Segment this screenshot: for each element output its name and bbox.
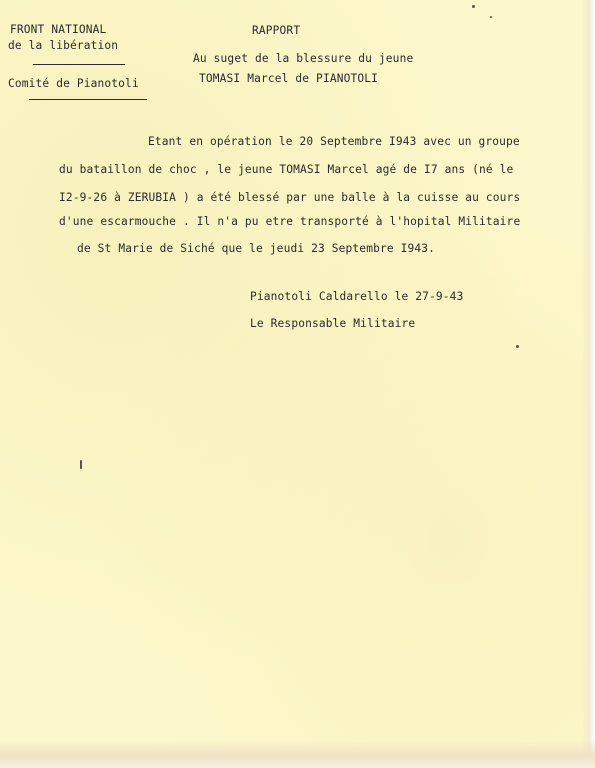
paper-edge-right — [581, 0, 595, 768]
header-divider-1 — [33, 64, 125, 65]
body-line-5: de St Marie de Siché que le jeudi 23 Septembre I943. — [77, 242, 436, 255]
ink-speck — [472, 5, 475, 8]
paper-edge-bottom — [0, 740, 595, 768]
ink-speck — [490, 16, 492, 18]
header-divider-2 — [29, 99, 147, 100]
report-subject-line-1: Au suget de la blessure du jeune — [193, 52, 414, 65]
signature-role: Le Responsable Militaire — [250, 317, 416, 330]
committee-name: Comité de Pianotoli — [8, 77, 139, 90]
organization-name: FRONT NATIONAL — [10, 23, 107, 36]
body-line-3: I2-9-26 à ZERUBIA ) a été blessé par une balle à la cuisse au cours — [59, 191, 521, 204]
signature-place-date: Pianotoli Caldarello le 27-9-43 — [250, 290, 464, 303]
organization-subtitle: de la libération — [8, 39, 119, 52]
report-title: RAPPORT — [252, 24, 301, 37]
ink-speck — [80, 460, 82, 469]
body-line-4: d'une escarmouche . Il n'a pu etre transporté à l'hopital Militaire — [59, 215, 521, 228]
body-line-2: du bataillon de choc , le jeune TOMASI Marcel agé de I7 ans (né le — [59, 163, 514, 176]
body-line-1: Etant en opération le 20 Septembre I943 avec un groupe — [148, 135, 520, 148]
report-subject-line-2: TOMASI Marcel de PIANOTOLI — [199, 72, 379, 85]
ink-speck — [516, 345, 519, 348]
